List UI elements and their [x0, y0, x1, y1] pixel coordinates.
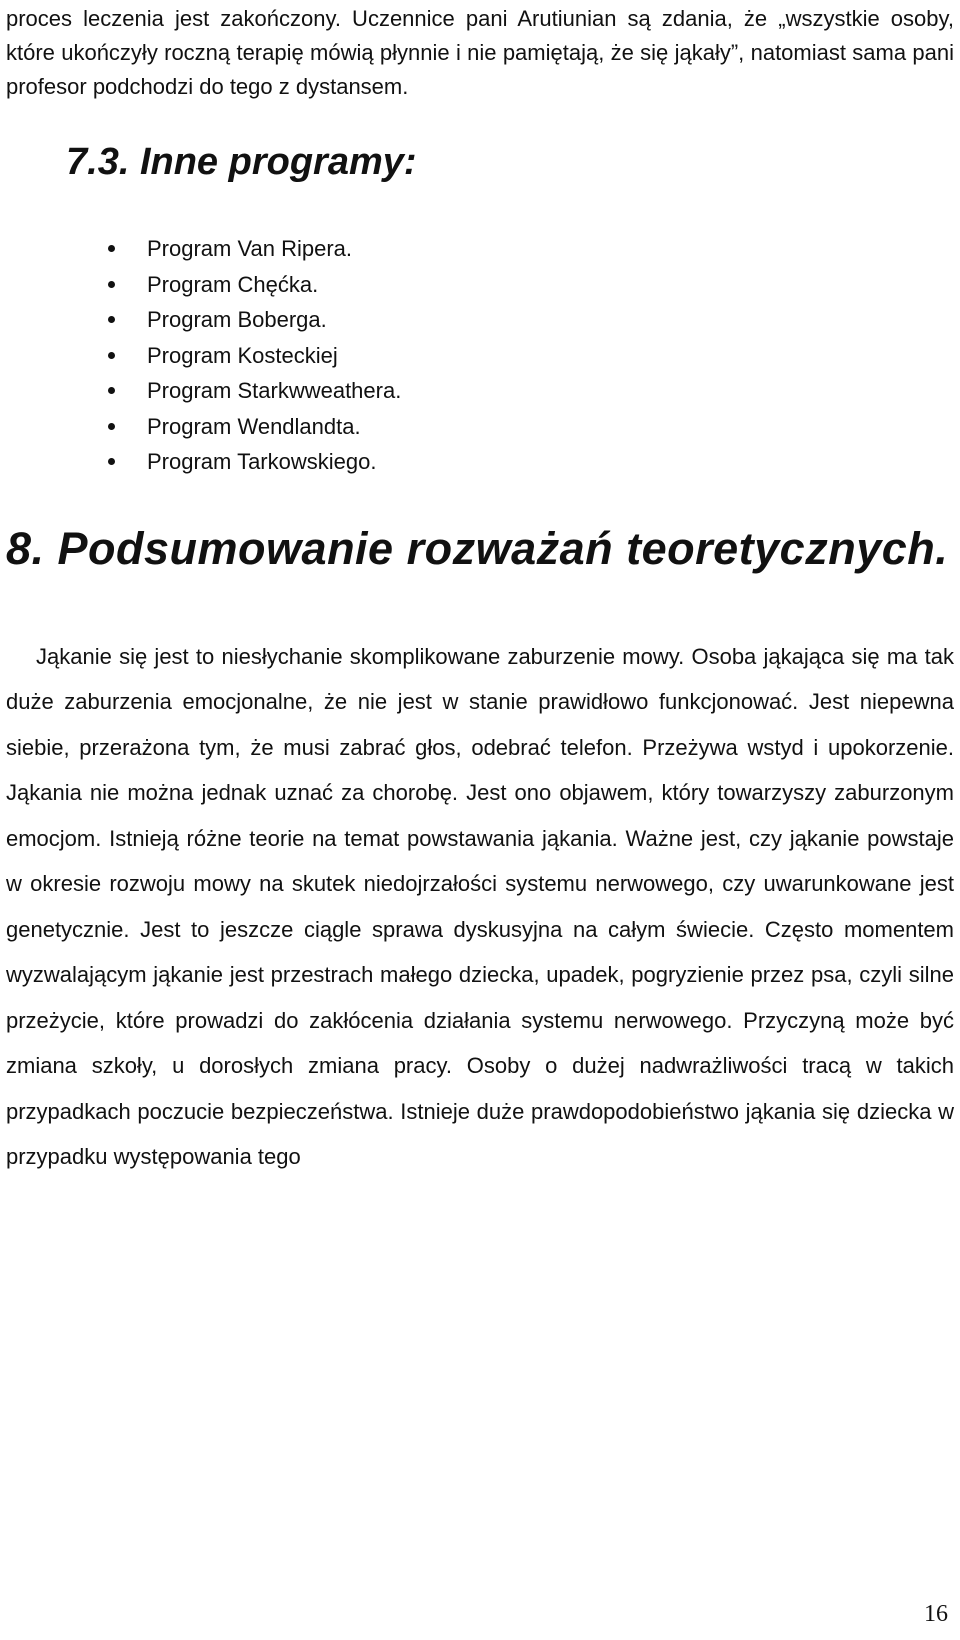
bullet-icon — [108, 423, 115, 430]
list-item — [6, 231, 954, 267]
list-item — [6, 302, 954, 338]
list-item — [6, 444, 954, 480]
list-item-label: Program Starkwweathera. — [147, 378, 402, 403]
list-item-label: Program Boberga. — [147, 307, 327, 332]
section-8-heading: 8. Podsumowanie rozważań teoretycznych. — [6, 522, 949, 574]
list-item-label: Program Wendlandta. — [147, 413, 361, 439]
list-item — [6, 373, 954, 409]
programs-list — [6, 231, 954, 480]
bullet-icon — [108, 281, 115, 288]
page-number: 16 — [924, 1601, 948, 1627]
list-item-label: Program Chęćka. — [147, 271, 319, 297]
list-item-label: Program Kosteckiej — [147, 342, 338, 368]
bullet-icon — [108, 245, 115, 252]
bullet-icon — [108, 352, 115, 359]
document-page — [6, 0, 954, 1640]
list-item-label: Program Van Ripera. — [147, 236, 353, 261]
list-item — [6, 338, 954, 374]
list-item-label: Program Tarkowskiego. — [147, 449, 377, 474]
section-7-3-heading: 7.3. Inne programy: — [66, 141, 417, 183]
list-item — [6, 409, 954, 445]
bullet-icon — [108, 316, 115, 323]
bullet-icon — [108, 458, 115, 465]
summary-paragraph: Jąkanie się jest to niesłychanie skomplikowane zaburzenie mowy. Osoba jąkająca się ma tak duże zaburzenia emocjonalne, że nie jest w stanie prawidłowo funkcjonować. Jest niepewna siebie, przerażona tym, że musi zabrać głos, odebrać telefon. Przeżywa wstyd i upokorzenie. Jąkania nie można jednak uznać za chorobę. Jest ono objawem, który towarzyszy zaburzonym emocjom. Istnieją różne teorie na temat powstawania jąkania. Ważne jest, czy jąkanie powstaje w okresie rozwoju mowy na skutek niedojrzałości systemu nerwowego, czy uwarunkowane jest genetycznie. Jest to jeszcze ciągle sprawa dyskusyjna na całym świecie. Często momentem wyzwalającym jąkanie jest przestrach małego dziecka, upadek, pogryzienie przez psa, czyli silne przeżycie, które prowadzi do zakłócenia działania systemu nerwowego. Przyczyną może być zmiana szkoły, u dorosłych zmiana pracy. Osoby o dużej nadwrażliwości tracą w takich przypadkach poczucie bezpieczeństwa. Istnieje duże prawdopodobieństwo jąkania się dziecka w przypadku występowania tego — [6, 643, 954, 1169]
intro-paragraph: proces leczenia jest zakończony. Uczennice pani Arutiunian są zdania, że „wszystkie osoby, które ukończyły roczną terapię mówią płynnie i nie pamiętają, że się jąkały”, natomiast sama pani profesor podchodzi do tego z dystansem. — [6, 6, 954, 99]
list-item — [6, 267, 954, 303]
bullet-icon — [108, 387, 115, 394]
